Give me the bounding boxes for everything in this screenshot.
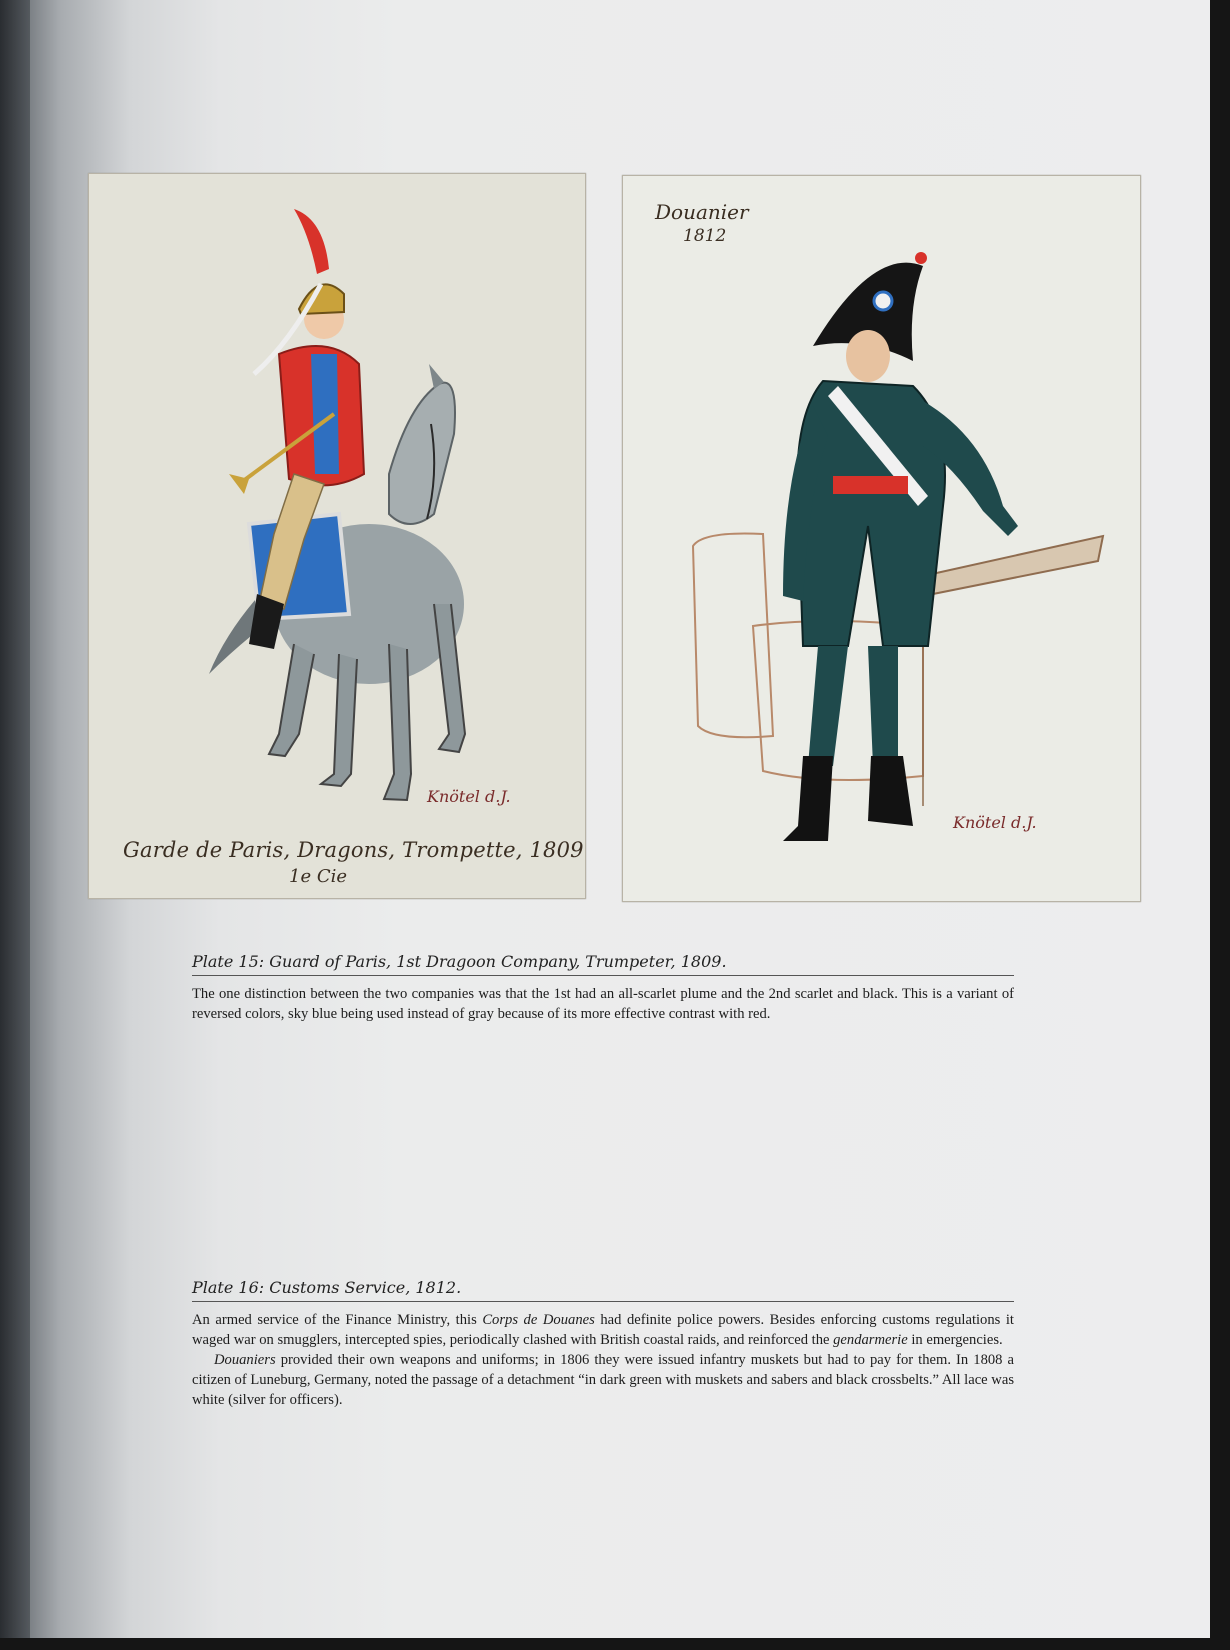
hat-cockade xyxy=(874,292,892,310)
helmet-plume xyxy=(294,209,329,274)
artist-signature: Knötel d.J. xyxy=(427,787,511,806)
officer-face xyxy=(846,330,890,382)
italic-term: Douaniers xyxy=(214,1352,276,1368)
officer-sash xyxy=(833,476,908,494)
plate-16-paragraph-1 xyxy=(192,1310,1014,1350)
italic-term: Corps de Douanes xyxy=(482,1312,595,1328)
text-run: had definite police powers. Besides enforcing customs regulations it waged war on smugglers, intercepted spies, periodically clashed with British coastal raids, and reinforced the xyxy=(192,1312,1014,1348)
plate-16-title: Plate 16: Customs Service, 1812. xyxy=(192,1278,1014,1302)
horse-leg xyxy=(434,604,465,752)
officer-leg xyxy=(808,646,848,766)
sketched-bale xyxy=(693,534,773,738)
plate-16-paragraph-2 xyxy=(192,1350,1014,1410)
plate-16-illustration xyxy=(622,175,1141,902)
text-run: in emergencies. xyxy=(907,1332,1003,1348)
book-spine-shadow xyxy=(0,0,30,1638)
text-run: provided their own weapons and uniforms; in 1806 they were issued infantry muskets but had to pay for them. In 1808 a citizen of Luneburg, Germany, noted the passage of a detachment “in dark green with muskets and sabers and black crossbelts.” All lace was white (silver for officers). xyxy=(192,1352,1014,1408)
plate-16-caption xyxy=(192,1278,1014,1410)
plate-15-title: Plate 15: Guard of Paris, 1st Dragoon Company, Trumpeter, 1809. xyxy=(192,952,1014,976)
officer-boot xyxy=(783,756,833,841)
officer-boot xyxy=(868,756,913,826)
rider-lapels xyxy=(311,354,339,474)
sketched-desk xyxy=(923,536,1103,596)
italic-term: gendarmerie xyxy=(833,1332,908,1348)
plate-15-art-caption: Garde de Paris, Dragons, Trompette, 1809 xyxy=(123,838,584,862)
plate-15-caption xyxy=(192,952,1014,1024)
artist-signature: Knötel d.J. xyxy=(953,813,1037,832)
horse-leg xyxy=(269,644,314,756)
plate-16-art-title: Douanier xyxy=(655,200,749,224)
officer-leg xyxy=(868,646,898,766)
plate-15-text: The one distinction between the two companies was that the 1st had an all-scarlet plume and the 2nd scarlet and black. This is a variant of reversed colors, sky blue being used instead of gray because of its more effective contrast with red. xyxy=(192,986,1014,1022)
text-run: An armed service of the Finance Ministry, this xyxy=(192,1312,483,1328)
plate-15-illustration xyxy=(88,173,586,899)
plate-16-art-year: 1812 xyxy=(683,226,727,246)
hat-pompom xyxy=(915,252,927,264)
plate-15-art-caption-sub: 1e Cie xyxy=(289,866,348,887)
customs-officer-drawing xyxy=(623,176,1140,901)
horse-neck xyxy=(389,383,455,524)
